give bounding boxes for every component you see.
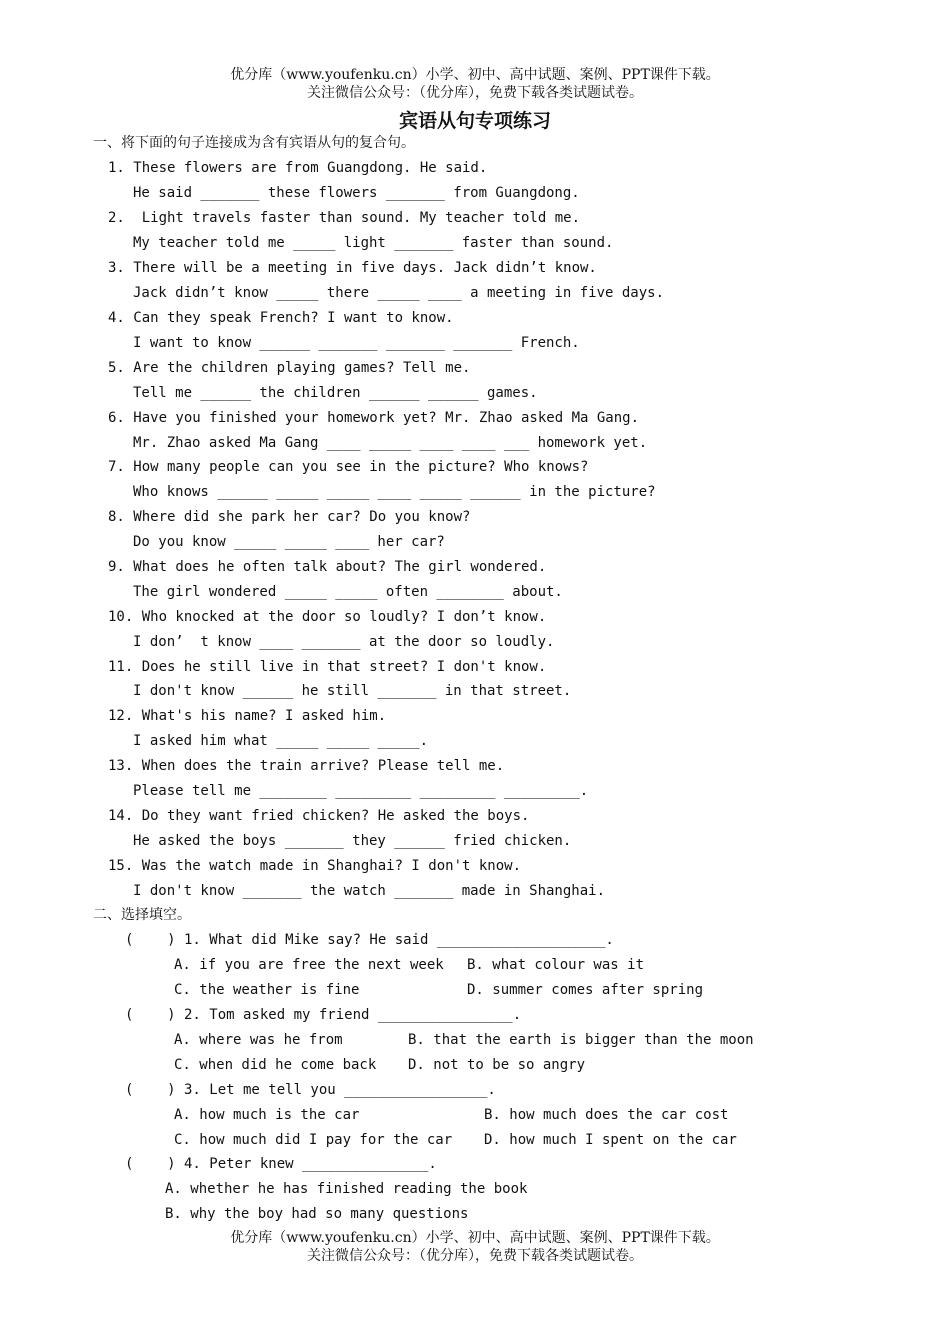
choice-option: C. when did he come back bbox=[174, 1057, 377, 1073]
choice-option: C. the weather is fine bbox=[174, 982, 360, 998]
choice-option: A. whether he has finished reading the book bbox=[165, 1181, 528, 1197]
choice-question-stem: ( ) 3. Let me tell you _________________. bbox=[125, 1082, 496, 1098]
choice-option: B. that the earth is bigger than the moon bbox=[408, 1032, 754, 1048]
choice-option: D. how much I spent on the car bbox=[484, 1132, 737, 1148]
question-line: 15. Was the watch made in Shanghai? I don't know. bbox=[108, 858, 522, 874]
question-line: 14. Do they want fried chicken? He asked the boys. bbox=[108, 808, 530, 824]
question-line: 8. Where did she park her car? Do you know? bbox=[108, 509, 471, 525]
answer-line: Jack didn’t know _____ there _____ ____ a meeting in five days. bbox=[133, 285, 665, 301]
answer-line: Do you know _____ _____ ____ her car? bbox=[133, 534, 445, 550]
footer-line-1: 优分库（www.youfenku.cn）小学、初中、高中试题、案例、PPT课件下载。 bbox=[230, 1230, 720, 1246]
answer-line: Who knows ______ _____ _____ ____ _____ ______ in the picture? bbox=[133, 484, 656, 500]
answer-line: I want to know ______ _______ _______ _______ French. bbox=[133, 335, 580, 351]
question-line: 7. How many people can you see in the picture? Who knows? bbox=[108, 459, 589, 475]
question-line: 11. Does he still live in that street? I don't know. bbox=[108, 659, 547, 675]
choice-option: A. if you are free the next week bbox=[174, 957, 444, 973]
question-line: 6. Have you finished your homework yet? Mr. Zhao asked Ma Gang. bbox=[108, 410, 640, 426]
question-line: 1. These flowers are from Guangdong. He said. bbox=[108, 160, 488, 176]
answer-line: I don’ t know ____ _______ at the door so loudly. bbox=[133, 634, 555, 650]
answer-line: I don't know _______ the watch _______ made in Shanghai. bbox=[133, 883, 606, 899]
choice-option: C. how much did I pay for the car bbox=[174, 1132, 453, 1148]
choice-option: B. why the boy had so many questions bbox=[165, 1206, 469, 1222]
answer-line: My teacher told me _____ light _______ faster than sound. bbox=[133, 235, 614, 251]
answer-line: Mr. Zhao asked Ma Gang ____ _____ ____ ____ ___ homework yet. bbox=[133, 435, 648, 451]
answer-line: The girl wondered _____ _____ often ________ about. bbox=[133, 584, 563, 600]
header-line-1: 优分库（www.youfenku.cn）小学、初中、高中试题、案例、PPT课件下载。 bbox=[230, 67, 720, 83]
choice-option: D. summer comes after spring bbox=[467, 982, 704, 998]
choice-option: D. not to be so angry bbox=[408, 1057, 586, 1073]
choice-option: B. how much does the car cost bbox=[484, 1107, 729, 1123]
answer-line: He asked the boys _______ they ______ fried chicken. bbox=[133, 833, 572, 849]
answer-line: I don't know ______ he still _______ in that street. bbox=[133, 683, 572, 699]
answer-line: Please tell me ________ _________ _________ _________. bbox=[133, 783, 589, 799]
choice-option: A. where was he from bbox=[174, 1032, 343, 1048]
answer-line: Tell me ______ the children ______ ______ games. bbox=[133, 385, 538, 401]
header-line-2: 关注微信公众号：（优分库），免费下载各类试题试卷。 bbox=[307, 85, 643, 101]
question-line: 10. Who knocked at the door so loudly? I don’t know. bbox=[108, 609, 547, 625]
question-line: 13. When does the train arrive? Please tell me. bbox=[108, 758, 505, 774]
choice-question-stem: ( ) 1. What did Mike say? He said ____________________. bbox=[125, 932, 614, 948]
question-line: 9. What does he often talk about? The girl wondered. bbox=[108, 559, 547, 575]
question-line: 3. There will be a meeting in five days. Jack didn’t know. bbox=[108, 260, 597, 276]
footer-line-2: 关注微信公众号：（优分库），免费下载各类试题试卷。 bbox=[307, 1248, 643, 1264]
answer-line: He said _______ these flowers _______ from Guangdong. bbox=[133, 185, 580, 201]
question-line: 12. What's his name? I asked him. bbox=[108, 708, 387, 724]
question-line: 4. Can they speak French? I want to know. bbox=[108, 310, 454, 326]
choice-option: B. what colour was it bbox=[467, 957, 645, 973]
answer-line: I asked him what _____ _____ _____. bbox=[133, 733, 429, 749]
section-1-heading: 一、将下面的句子连接成为含有宾语从句的复合句。 bbox=[93, 135, 415, 151]
choice-question-stem: ( ) 2. Tom asked my friend ________________. bbox=[125, 1007, 522, 1023]
choice-question-stem: ( ) 4. Peter knew _______________. bbox=[125, 1156, 437, 1172]
section-2-heading: 二、选择填空。 bbox=[93, 907, 191, 923]
question-line: 2. Light travels faster than sound. My teacher told me. bbox=[108, 210, 581, 226]
question-line: 5. Are the children playing games? Tell me. bbox=[108, 360, 471, 376]
choice-option: A. how much is the car bbox=[174, 1107, 360, 1123]
page-title: 宾语从句专项练习 bbox=[398, 110, 551, 132]
